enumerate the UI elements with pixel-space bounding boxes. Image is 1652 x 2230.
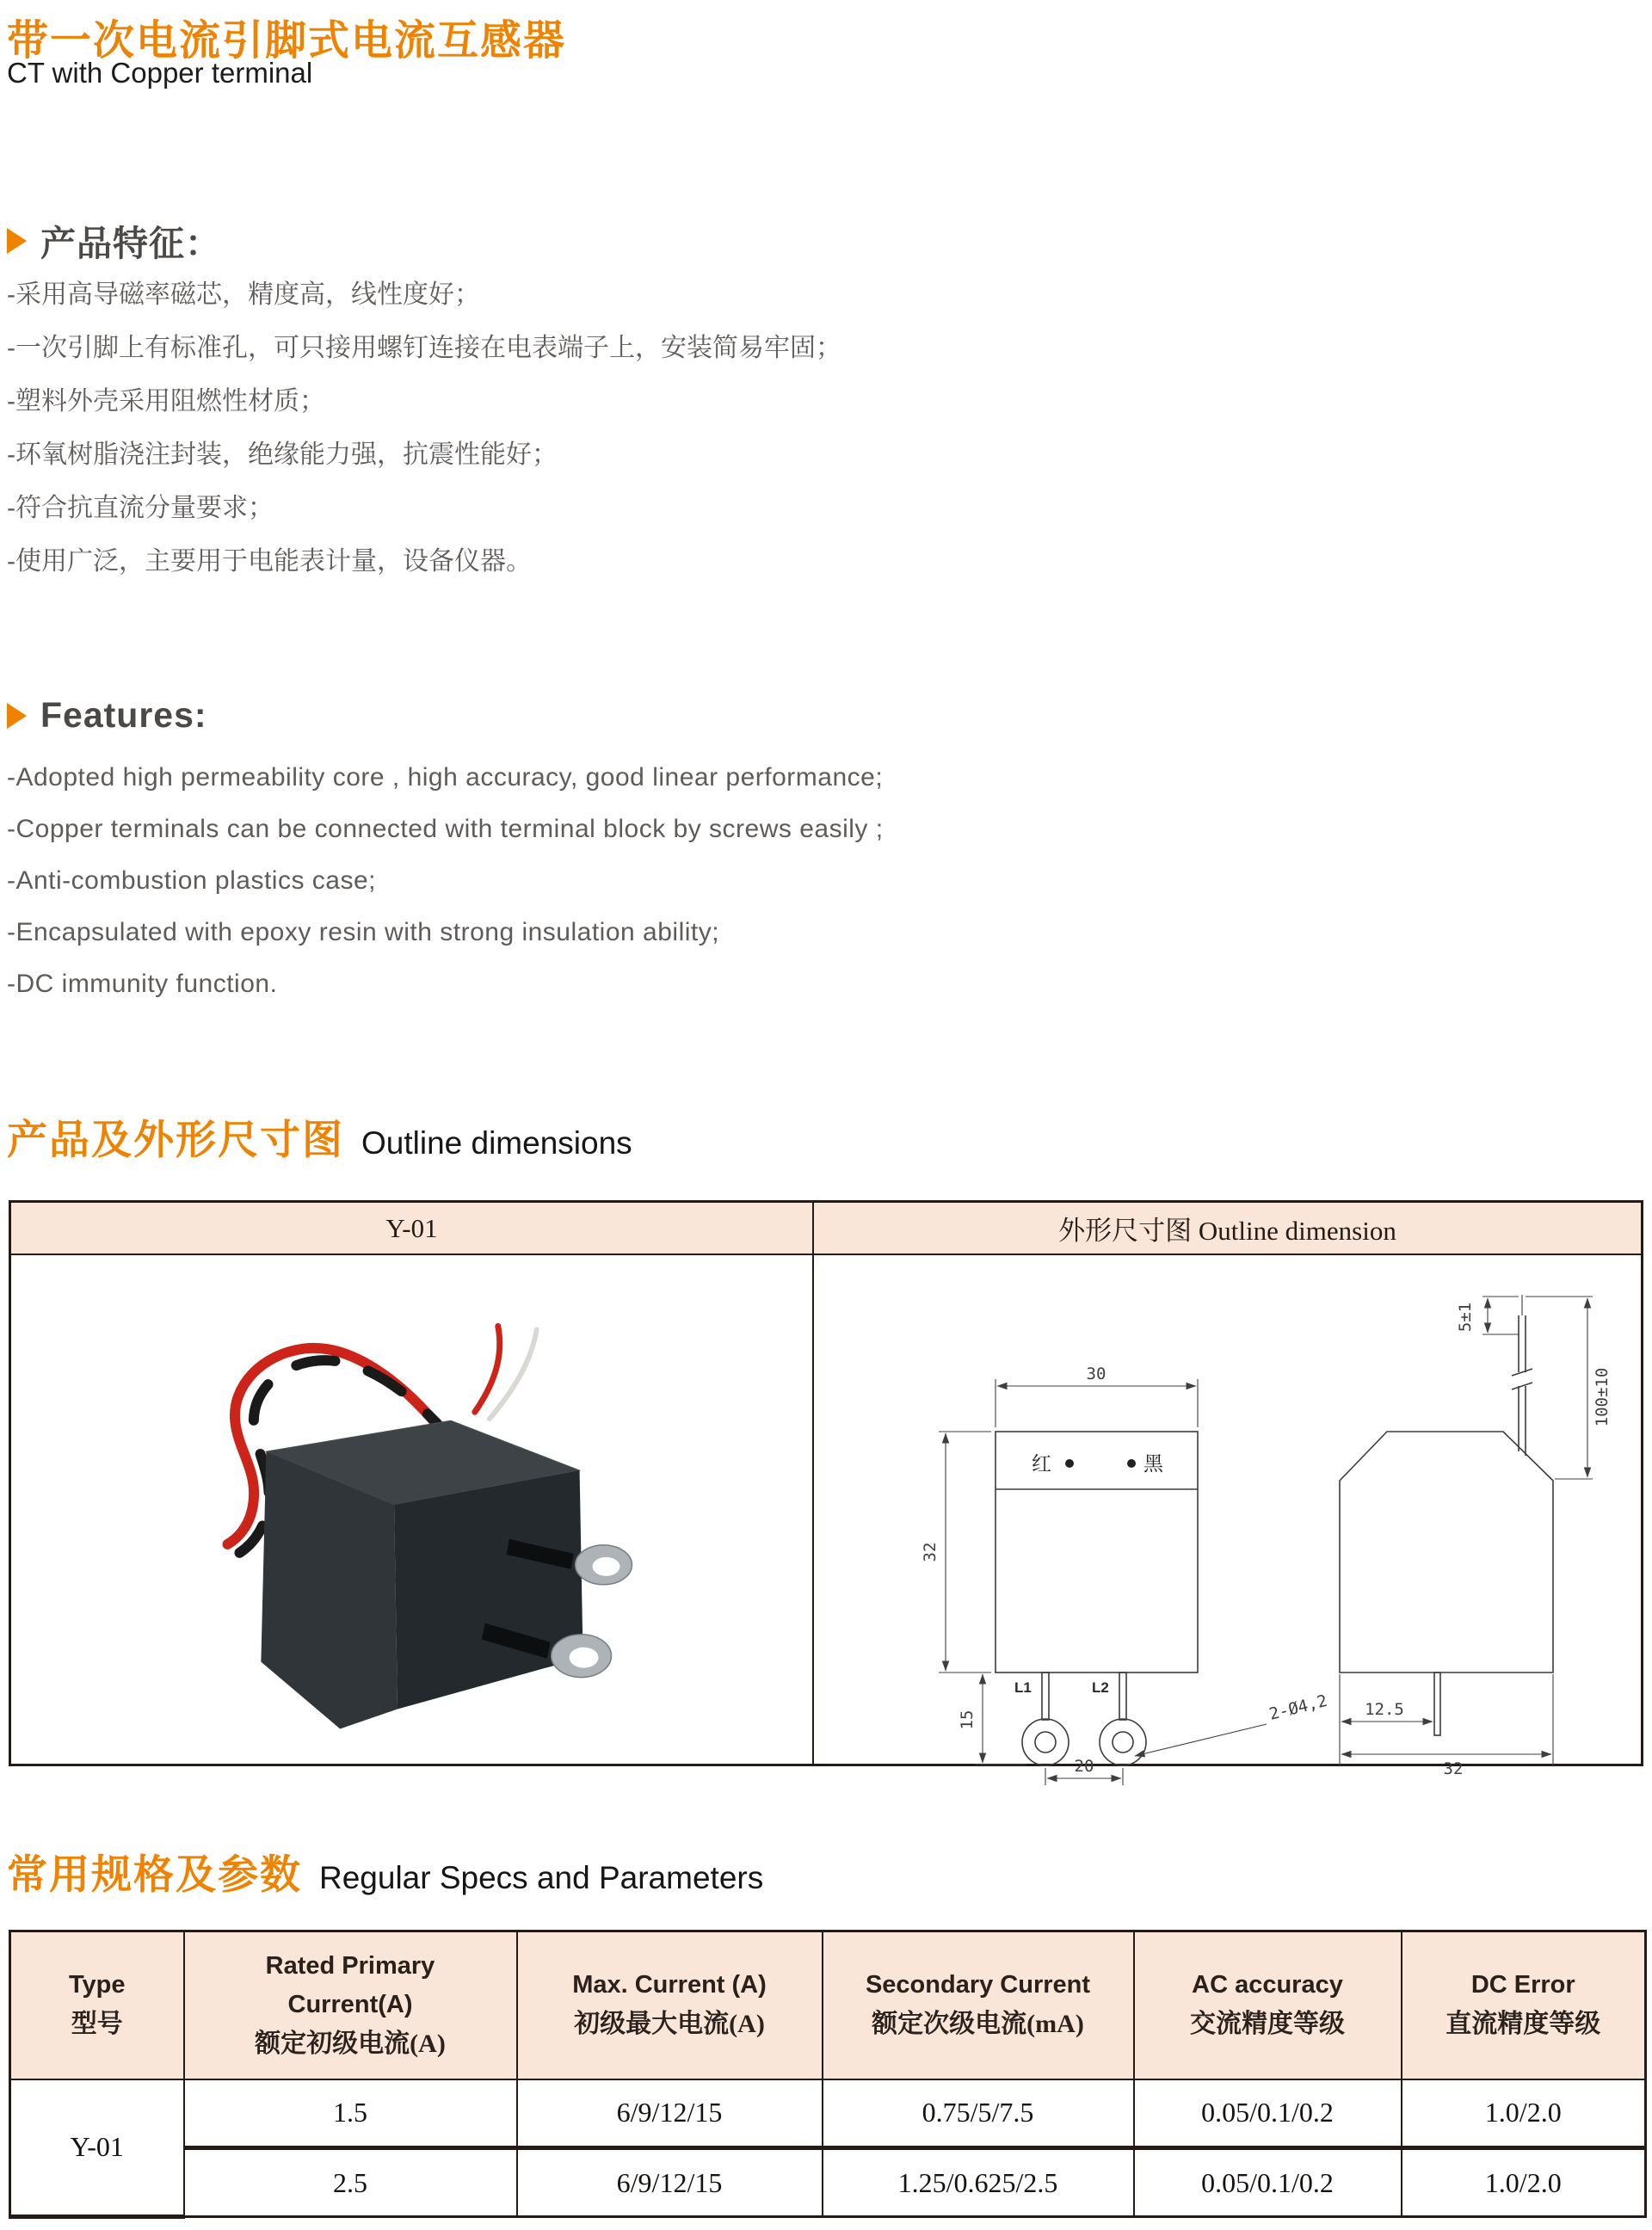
page-subtitle: CT with Copper terminal <box>7 57 313 89</box>
ring-terminal-hole <box>570 1648 599 1668</box>
cell-max: 6/9/12/15 <box>517 2148 823 2217</box>
dim-lead-length: 15 <box>958 1709 977 1730</box>
specs-heading-cn: 常用规格及参数 <box>7 1851 302 1897</box>
terminal-pin <box>1119 1672 1126 1720</box>
features-en-list <box>7 752 884 1010</box>
cell-secondary: 0.75/5/7.5 <box>823 2079 1134 2148</box>
outline-table <box>9 1200 1643 1778</box>
front-body <box>996 1432 1198 1672</box>
feature-cn-item: -使用广泛，主要用于电能表计量，设备仪器。 <box>7 547 532 576</box>
triangle-bullet-icon <box>7 703 27 729</box>
side-pin <box>1434 1672 1440 1735</box>
red-dot-marker <box>1065 1459 1074 1468</box>
side-body <box>1340 1432 1553 1672</box>
dim-front-width: 30 <box>1086 1364 1106 1383</box>
ring-lug-outline <box>1022 1719 1069 1765</box>
specs-heading-en: Regular Specs and Parameters <box>319 1860 764 1895</box>
outline-drawing-cell <box>814 1255 1641 1778</box>
red-polarity-label: 红 <box>1032 1453 1051 1475</box>
specs-header-row <box>10 1931 1646 2079</box>
ring-lug-outline <box>1100 1719 1146 1765</box>
outline-photo-header: Y-01 <box>11 1203 814 1254</box>
side-view <box>1340 1295 1553 1735</box>
col-header-max-current: Max. Current (A) 初级最大电流(A) <box>517 1931 823 2079</box>
cell-dc: 1.0/2.0 <box>1402 2079 1646 2148</box>
side-dimensions <box>1340 1297 1593 1766</box>
feature-cn-item: -采用高导磁率磁芯，精度高，线性度好； <box>7 280 480 309</box>
features-en-heading <box>7 695 207 736</box>
red-wire-end <box>475 1326 500 1412</box>
product-photo <box>11 1255 812 1764</box>
dim-strip-length: 5±1 <box>1456 1302 1475 1333</box>
specs-table <box>9 1930 1647 2219</box>
feature-en-item: -Copper terminals can be connected with terminal block by screws easily ; <box>7 815 884 843</box>
black-polarity-label: 黑 <box>1143 1453 1163 1475</box>
cell-max: 6/9/12/15 <box>517 2079 823 2148</box>
specs-section-heading <box>7 1843 763 1900</box>
features-cn-heading-text: 产品特征： <box>40 224 221 263</box>
features-cn-list <box>7 268 841 588</box>
spec-row-1 <box>10 2079 1646 2148</box>
col-header-secondary-current: Secondary Current 额定次级电流(mA) <box>823 1931 1134 2079</box>
ring-terminal-hole <box>593 1557 620 1576</box>
cell-ac: 0.05/0.1/0.2 <box>1134 2079 1402 2148</box>
dim-wire-length: 100±10 <box>1593 1367 1612 1427</box>
outline-table-header-row <box>11 1203 1641 1255</box>
outline-section-heading <box>7 1108 632 1166</box>
front-dimensions <box>939 1379 1267 1785</box>
feature-en-item: -Adopted high permeability core , high accuracy, good linear performance; <box>7 763 884 792</box>
black-dot-marker <box>1127 1459 1136 1468</box>
cell-ac: 0.05/0.1/0.2 <box>1134 2148 1402 2217</box>
col-header-ac-accuracy: AC accuracy 交流精度等级 <box>1134 1931 1402 2079</box>
front-labels <box>921 1364 1329 1776</box>
feature-cn-item: -塑料外壳采用阻燃性材质； <box>7 387 325 416</box>
terminal-label-l1: L1 <box>1014 1679 1032 1696</box>
col-header-rated-primary: Rated Primary Current(A) 额定初级电流(A) <box>184 1931 517 2079</box>
ring-lug-hole <box>1035 1732 1056 1753</box>
cell-model: Y-01 <box>10 2079 184 2217</box>
terminal-pin <box>1042 1672 1049 1720</box>
page-title: 带一次电流引脚式电流互感器 <box>7 18 567 64</box>
outline-heading-cn: 产品及外形尺寸图 <box>7 1117 344 1162</box>
outline-heading-en: Outline dimensions <box>361 1125 632 1161</box>
side-labels <box>1365 1303 1612 1778</box>
feature-en-item: -Anti-combustion plastics case; <box>7 866 376 895</box>
front-view <box>996 1432 1198 1765</box>
col-header-type: Type 型号 <box>10 1931 184 2079</box>
feature-en-item: -DC immunity function. <box>7 970 278 998</box>
cell-rated: 1.5 <box>184 2079 517 2148</box>
col-header-dc-error: DC Error 直流精度等级 <box>1402 1931 1646 2079</box>
dim-pin-pitch: 20 <box>1074 1757 1094 1776</box>
dim-side-width: 32 <box>1443 1759 1464 1778</box>
product-photo-cell <box>11 1255 814 1764</box>
cell-dc: 1.0/2.0 <box>1402 2148 1646 2217</box>
ring-lug-hole <box>1113 1732 1133 1753</box>
dim-hole-diameter: 2-Ø4,2 <box>1267 1691 1329 1724</box>
terminal-label-l2: L2 <box>1092 1679 1109 1696</box>
cube-right-face <box>394 1470 583 1709</box>
outline-table-body-row <box>11 1255 1641 1778</box>
feature-cn-item: -环氧树脂浇注封装，绝缘能力强，抗震性能好； <box>7 440 558 469</box>
outline-drawing <box>814 1255 1641 1778</box>
feature-cn-item: -符合抗直流分量要求； <box>7 494 274 522</box>
spec-row-2 <box>10 2148 1646 2217</box>
dim-pin-offset: 12.5 <box>1365 1700 1404 1719</box>
dim-front-height: 32 <box>921 1542 940 1562</box>
feature-cn-item: -一次引脚上有标准孔，可只接用螺钉连接在电表端子上，安装简易牢固； <box>7 334 841 362</box>
features-cn-heading <box>7 215 221 266</box>
features-en-heading-text: Features: <box>40 695 207 735</box>
outline-drawing-header: 外形尺寸图 Outline dimension <box>1058 1216 1396 1246</box>
cell-secondary: 1.25/0.625/2.5 <box>823 2148 1134 2217</box>
cell-rated: 2.5 <box>184 2148 517 2217</box>
triangle-bullet-icon <box>7 228 27 254</box>
feature-en-item: -Encapsulated with epoxy resin with strong insulation ability; <box>7 918 720 946</box>
